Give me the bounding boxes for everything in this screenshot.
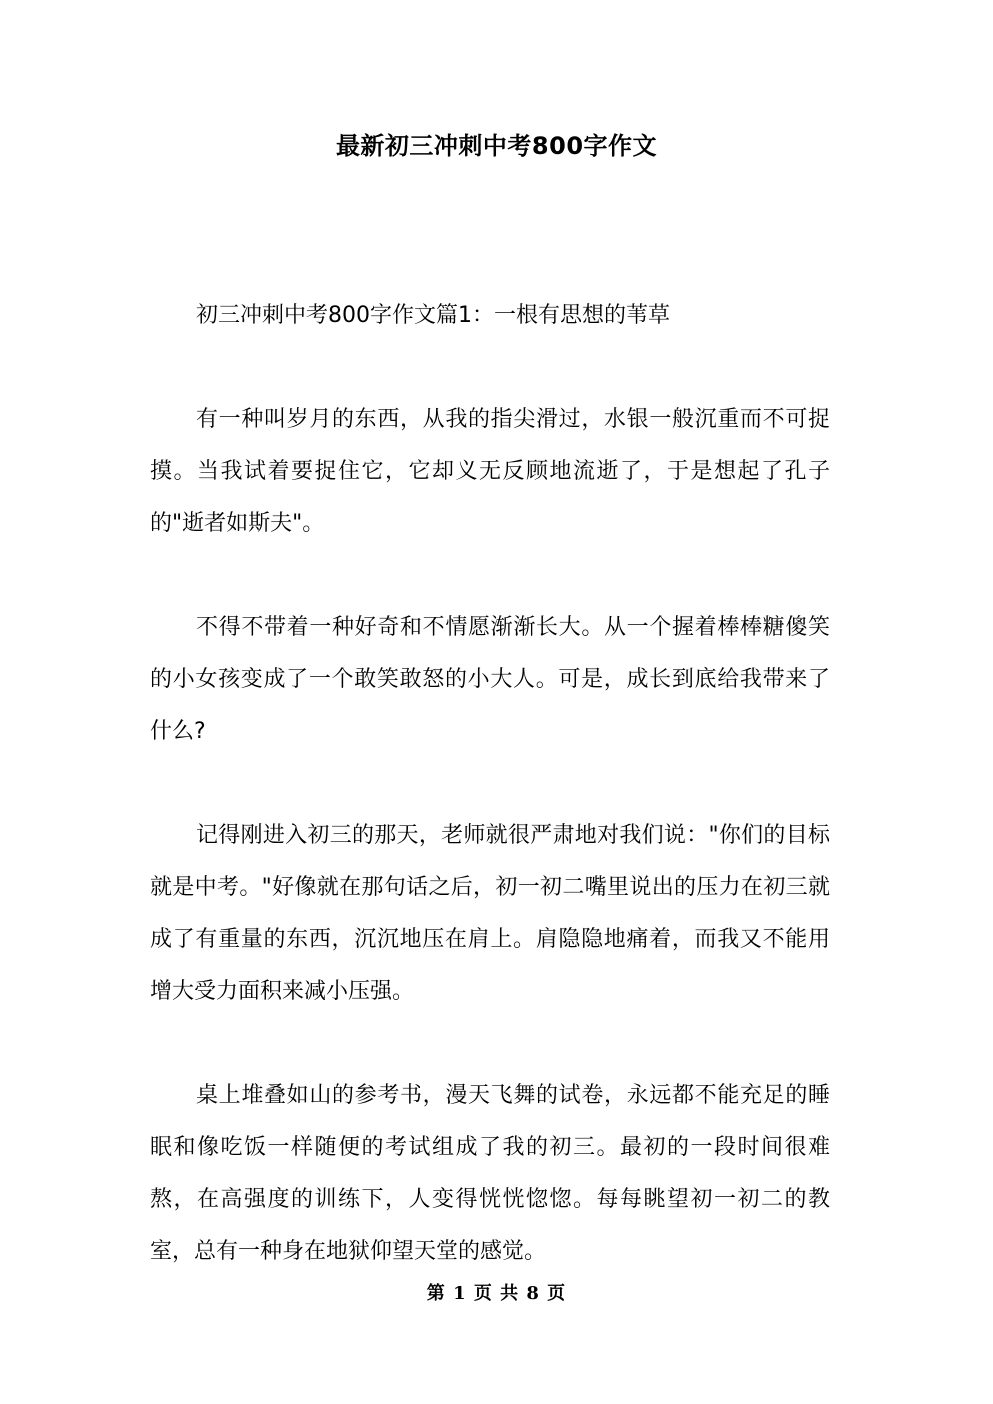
- document-body: [150, 290, 830, 1278]
- paragraph-3: 记得刚进入初三的那天，老师就很严肃地对我们说："你们的目标就是中考。"好像就在那句话之后，初一初二嘴里说出的压力在初三就成了有重量的东西，沉沉地压在肩上。肩隐隐地痛着，而我又不能用增大受力面积来减小压强。: [150, 823, 830, 1004]
- paragraph-2: 不得不带着一种好奇和不情愿渐渐长大。从一个握着棒棒糖傻笑的小女孩变成了一个敢笑敢怒的小大人。可是，成长到底给我带来了什么?: [150, 615, 830, 744]
- paragraph-4: 桌上堆叠如山的参考书，漫天飞舞的试卷，永远都不能充足的睡眠和像吃饭一样随便的考试组成了我的初三。最初的一段时间很难熬，在高强度的训练下，人变得恍恍惚惚。每每眺望初一初二的教室，总有一种身在地狱仰望天堂的感觉。: [150, 1083, 830, 1264]
- section-subtitle: 初三冲刺中考800字作文篇1：一根有思想的苇草: [196, 303, 670, 328]
- paragraph-1: 有一种叫岁月的东西，从我的指尖滑过，水银一般沉重而不可捉摸。当我试着要捉住它，它却义无反顾地流逝了，于是想起了孔子的"逝者如斯夫"。: [150, 407, 830, 536]
- page-footer: 第 1 页 共 8 页: [426, 1283, 567, 1304]
- document-title: 最新初三冲刺中考800字作文: [335, 132, 658, 160]
